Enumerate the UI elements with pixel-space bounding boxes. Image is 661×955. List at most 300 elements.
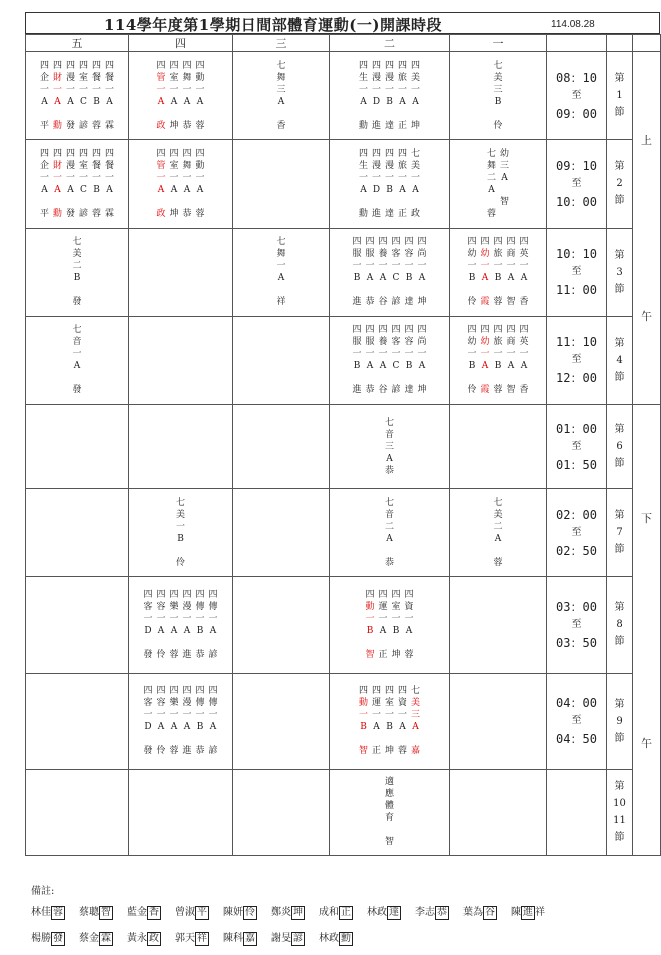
time-to: 至	[571, 440, 582, 452]
class-char: 四	[169, 589, 179, 600]
class-char: B	[353, 361, 361, 372]
class-char: A	[196, 184, 204, 195]
class-char: 諺	[391, 297, 401, 308]
class-char: 管	[156, 72, 166, 83]
class-char: 智	[365, 649, 375, 660]
class-char: 蓉	[169, 649, 179, 660]
class-char: 一	[519, 261, 529, 272]
class-char: 傳	[208, 698, 218, 709]
class-char: 四	[493, 237, 503, 248]
class-char: 養	[378, 249, 388, 260]
class-char: 恭	[182, 208, 192, 219]
class-char: 諺	[78, 120, 88, 131]
time-cell	[547, 577, 607, 673]
class-char: B	[93, 184, 100, 195]
class-code	[492, 60, 504, 132]
time-end: 09：00	[556, 106, 597, 121]
class-char: 幼	[480, 249, 490, 260]
teacher-name: 林政	[319, 933, 339, 944]
class-char: 伶	[175, 557, 185, 568]
class-char: 一	[39, 172, 49, 183]
teacher-entry	[223, 929, 257, 946]
class-char: 一	[384, 710, 394, 721]
class-char: A	[366, 273, 374, 284]
class-char: 一	[169, 172, 179, 183]
class-char: B	[360, 722, 367, 733]
class-char: 音	[384, 509, 394, 520]
class-char: 漫	[65, 72, 75, 83]
teacher-name: 葉為	[463, 907, 483, 918]
class-group	[129, 497, 232, 569]
class-char: 樂	[169, 698, 179, 709]
class-code	[397, 148, 409, 220]
schedule-sheet	[25, 12, 660, 864]
teacher-name: 陳妍	[223, 907, 243, 918]
class-char: 伶	[493, 120, 503, 131]
class-char: 美	[493, 72, 503, 83]
time-to: 至	[571, 354, 582, 366]
class-code	[384, 417, 396, 477]
class-char: 四	[397, 60, 407, 71]
class-char: 四	[410, 60, 420, 71]
class-char: 坤	[410, 120, 420, 131]
time-to: 至	[571, 715, 582, 727]
class-char: A	[520, 361, 528, 372]
class-char: 財	[52, 160, 62, 171]
class-char: A	[360, 96, 367, 107]
class-code	[358, 148, 370, 220]
class-char: 一	[104, 172, 114, 183]
class-code	[371, 148, 383, 220]
class-char: A	[67, 184, 74, 195]
class-char: 一	[358, 172, 368, 183]
time-cell	[547, 489, 607, 577]
class-char: 四	[493, 325, 503, 336]
class-char: 舞	[276, 249, 286, 260]
class-code	[505, 236, 517, 308]
class-char: 商	[506, 249, 516, 260]
class-char: 一	[156, 84, 166, 95]
class-char: 七	[384, 497, 394, 508]
teacher-entry	[127, 903, 161, 920]
class-char: 政	[410, 208, 420, 219]
period-char: 9	[616, 715, 623, 727]
class-char: 一	[371, 710, 381, 721]
class-code	[410, 60, 422, 132]
class-char: 四	[404, 589, 414, 600]
class-char: A	[386, 533, 393, 544]
teacher-name: 成和	[319, 907, 339, 918]
class-char: 嘉	[410, 746, 420, 757]
class-char: 容	[404, 337, 414, 348]
class-char: 伶	[467, 297, 477, 308]
class-group	[26, 148, 128, 220]
class-char: 餐	[91, 72, 101, 83]
class-char: 四	[104, 148, 114, 159]
period-char: 4	[616, 354, 623, 366]
class-char: 四	[195, 589, 205, 600]
class-code	[142, 589, 154, 661]
class-char: 舞	[182, 160, 192, 171]
period-cell	[607, 489, 633, 577]
class-char: 一	[182, 172, 192, 183]
class-char: 幼	[480, 337, 490, 348]
teacher-name: 曾淑	[175, 907, 195, 918]
class-code	[479, 324, 491, 396]
class-char: 尚	[417, 337, 427, 348]
class-char: 一	[182, 710, 192, 721]
class-char: 四	[404, 325, 414, 336]
teacher-entry	[319, 929, 353, 946]
period-char: 第	[614, 781, 625, 793]
period-cell	[607, 577, 633, 673]
teacher-mark: 發	[53, 933, 63, 944]
class-code	[104, 60, 116, 132]
weekday-mon: 一	[450, 35, 547, 52]
class-char: A	[481, 273, 489, 284]
class-group	[450, 324, 546, 396]
class-char: 四	[384, 686, 394, 697]
class-char: 進	[371, 208, 381, 219]
class-char: 一	[195, 710, 205, 721]
class-char: 一	[417, 261, 427, 272]
class-char: 四	[208, 589, 218, 600]
schedule-cell	[233, 228, 330, 316]
class-code	[358, 685, 370, 757]
time-end: 10：00	[556, 194, 597, 209]
class-group	[233, 60, 329, 132]
teacher-name: 林政	[367, 907, 387, 918]
class-char: A	[386, 453, 393, 464]
class-char: 勳	[52, 208, 62, 219]
class-char: A	[418, 361, 426, 372]
schedule-cell	[233, 673, 330, 769]
period-char: 節	[614, 458, 625, 470]
teacher-mark: 蓉	[53, 907, 63, 918]
class-char: 四	[480, 237, 490, 248]
teacher-mark: 政	[149, 933, 159, 944]
class-char: 一	[358, 710, 368, 721]
class-char: A	[418, 273, 426, 284]
class-char: 客	[391, 249, 401, 260]
class-char: A	[157, 625, 165, 636]
class-char: 祥	[276, 297, 286, 308]
class-char: B	[405, 273, 413, 284]
class-char: B	[196, 625, 204, 636]
date-label: 114.08.28	[551, 19, 595, 30]
class-char: A	[399, 96, 406, 107]
class-group	[330, 776, 449, 848]
teacher-mark: 諺	[293, 933, 303, 944]
class-char: 四	[358, 60, 368, 71]
teacher-entry	[175, 903, 209, 920]
half-char: 午	[641, 736, 652, 750]
teacher-mark: 正	[341, 907, 351, 918]
class-char: 動	[195, 72, 205, 83]
class-char: 餐	[104, 72, 114, 83]
schedule-cell	[330, 769, 450, 855]
teacher-mark: 達	[389, 907, 399, 918]
class-code	[175, 497, 187, 569]
period-char: 6	[616, 441, 623, 453]
schedule-cell	[233, 769, 330, 855]
class-char: 勳	[358, 208, 368, 219]
class-char: 達	[384, 120, 394, 131]
teacher-mark: 勳	[341, 933, 351, 944]
weekday-tue: 二	[330, 35, 450, 52]
class-char: B	[73, 273, 81, 284]
class-char: 七	[276, 60, 286, 71]
period-char: 節	[614, 732, 625, 744]
class-char: 三	[410, 710, 420, 721]
class-char: 諺	[78, 208, 88, 219]
class-char: 發	[143, 746, 153, 757]
schedule-cell	[129, 228, 233, 316]
class-char: 樂	[169, 601, 179, 612]
class-code	[78, 148, 90, 220]
class-char: D	[372, 96, 381, 107]
teacher-entry	[463, 903, 497, 920]
schedule-cell	[450, 228, 547, 316]
class-code	[397, 685, 409, 757]
class-group	[129, 60, 232, 132]
class-code	[351, 324, 363, 396]
teacher-name: 黃永	[127, 933, 147, 944]
class-char: 一	[39, 84, 49, 95]
class-char: 一	[391, 349, 401, 360]
class-char: 四	[195, 686, 205, 697]
class-char: 伶	[156, 649, 166, 660]
class-char: 音	[384, 429, 394, 440]
class-code	[416, 236, 428, 308]
class-group	[129, 685, 232, 757]
class-code	[492, 236, 504, 308]
class-char: A	[106, 184, 113, 195]
class-char: 四	[391, 325, 401, 336]
time-end: 04：50	[556, 732, 597, 747]
schedule-cell	[233, 316, 330, 404]
class-code	[207, 685, 219, 757]
period-cell	[607, 140, 633, 228]
class-char: A	[507, 273, 515, 284]
class-char: 四	[378, 325, 388, 336]
class-char: A	[183, 722, 191, 733]
schedule-cell	[129, 52, 233, 140]
time-start: 09：10	[556, 158, 597, 173]
teacher-mark: 平	[197, 907, 207, 918]
class-char: 發	[65, 208, 75, 219]
class-char: 一	[156, 710, 166, 721]
class-char: 一	[276, 261, 286, 272]
class-group	[129, 589, 232, 661]
class-char: A	[170, 184, 178, 195]
schedule-cell	[450, 52, 547, 140]
period-char: 第	[614, 424, 625, 436]
class-char: 坤	[417, 385, 427, 396]
class-char: 香	[519, 297, 529, 308]
class-char: 四	[52, 148, 62, 159]
class-char: 三	[493, 84, 503, 95]
time-cell	[547, 769, 607, 855]
class-char: B	[468, 273, 476, 284]
class-char: 四	[182, 148, 192, 159]
class-char: 進	[182, 649, 192, 660]
period-char: 第	[614, 73, 625, 85]
class-char: 室	[384, 698, 394, 709]
class-char: 漫	[371, 72, 381, 83]
class-char: 服	[365, 337, 375, 348]
teacher-entry	[319, 903, 353, 920]
class-char: 一	[208, 613, 218, 624]
class-char: A	[73, 361, 81, 372]
class-group	[26, 324, 128, 396]
time-end: 12：00	[556, 371, 597, 386]
teacher-entry	[31, 929, 65, 946]
class-char: 服	[352, 337, 362, 348]
class-char: 達	[404, 297, 414, 308]
class-char: 智	[358, 746, 368, 757]
class-char: 四	[208, 686, 218, 697]
class-char: 四	[358, 686, 368, 697]
class-char: 漫	[384, 72, 394, 83]
class-group	[129, 148, 232, 220]
schedule-body	[26, 52, 661, 856]
class-code	[384, 60, 396, 132]
class-char: 四	[519, 237, 529, 248]
class-char: 四	[65, 148, 75, 159]
schedule-row	[26, 52, 661, 140]
class-char: A	[183, 96, 191, 107]
class-char: 動	[358, 698, 368, 709]
class-char: 四	[417, 325, 427, 336]
schedule-cell	[26, 769, 129, 855]
class-char: 恭	[195, 649, 205, 660]
schedule-cell	[450, 769, 547, 855]
class-char: 一	[371, 172, 381, 183]
period-char: 2	[616, 178, 623, 190]
class-char: 四	[378, 589, 388, 600]
class-char: A	[54, 184, 61, 195]
class-char: 三	[276, 84, 286, 95]
class-char: 四	[371, 686, 381, 697]
class-char: 四	[365, 589, 375, 600]
class-char: 四	[143, 589, 153, 600]
period-cell	[607, 316, 633, 404]
class-code	[403, 236, 415, 308]
class-char: 幼	[467, 337, 477, 348]
morning-label	[633, 52, 661, 405]
class-char: 勳	[52, 120, 62, 131]
schedule-cell	[330, 405, 450, 489]
time-end: 11：00	[556, 283, 597, 298]
class-char: 智	[499, 196, 509, 207]
class-code	[71, 236, 83, 308]
class-char: 香	[519, 385, 529, 396]
class-code	[390, 324, 402, 396]
class-code	[39, 148, 51, 220]
class-char: 達	[384, 208, 394, 219]
class-char: 四	[384, 148, 394, 159]
class-char: 服	[352, 249, 362, 260]
class-char: 室	[78, 72, 88, 83]
class-group	[26, 60, 128, 132]
class-char: B	[494, 361, 502, 372]
class-group	[330, 589, 449, 661]
class-char: C	[80, 184, 87, 195]
class-char: A	[41, 96, 48, 107]
class-code	[384, 148, 396, 220]
class-char: 音	[72, 337, 82, 348]
schedule-cell	[450, 577, 547, 673]
teacher-name: 鄭炎	[271, 907, 291, 918]
class-char: 四	[91, 60, 101, 71]
schedule-cell	[450, 140, 547, 228]
class-char: 進	[352, 297, 362, 308]
class-char: 四	[195, 60, 205, 71]
class-char: 客	[143, 698, 153, 709]
teacher-list-1	[31, 903, 651, 920]
class-char: 蓉	[493, 557, 503, 568]
class-char: 四	[358, 148, 368, 159]
teacher-suffix: 祥	[535, 907, 545, 918]
class-char: D	[144, 722, 152, 733]
class-code	[168, 60, 180, 132]
class-group	[330, 497, 449, 569]
class-char: A	[379, 361, 387, 372]
class-code	[104, 148, 116, 220]
class-char: 美	[410, 160, 420, 171]
class-char: 一	[169, 710, 179, 721]
class-char: 運	[378, 601, 388, 612]
class-code	[377, 236, 389, 308]
class-char: 四	[156, 148, 166, 159]
class-code	[479, 236, 491, 308]
class-char: 一	[378, 261, 388, 272]
period-char: 第	[614, 337, 625, 349]
class-char: 一	[404, 613, 414, 624]
class-char: 漫	[182, 698, 192, 709]
class-char: 香	[276, 120, 286, 131]
time-end: 03：50	[556, 635, 597, 650]
class-char: 四	[52, 60, 62, 71]
class-char: 四	[467, 237, 477, 248]
class-char: 運	[371, 698, 381, 709]
class-code	[403, 589, 415, 661]
class-char: A	[366, 361, 374, 372]
teacher-mark: 智	[101, 907, 111, 918]
class-char: 四	[391, 237, 401, 248]
class-char: A	[209, 722, 217, 733]
class-char: 四	[182, 60, 192, 71]
class-char: 四	[156, 60, 166, 71]
class-char: 美	[175, 509, 185, 520]
period-char: 7	[616, 527, 623, 539]
class-char: 一	[410, 84, 420, 95]
class-char: C	[80, 96, 87, 107]
class-char: 二	[493, 521, 503, 532]
class-char: A	[106, 96, 113, 107]
class-char: 四	[384, 60, 394, 71]
class-char: 四	[91, 148, 101, 159]
class-char: 四	[467, 325, 477, 336]
class-char: 一	[365, 261, 375, 272]
period-char: 8	[616, 619, 623, 631]
class-char: 四	[352, 325, 362, 336]
class-char: 二	[72, 261, 82, 272]
class-char: B	[405, 361, 413, 372]
page-title: 114學年度第1學期日間部體育運動(一)開課時段	[104, 16, 442, 34]
time-start: 08：10	[556, 70, 597, 85]
